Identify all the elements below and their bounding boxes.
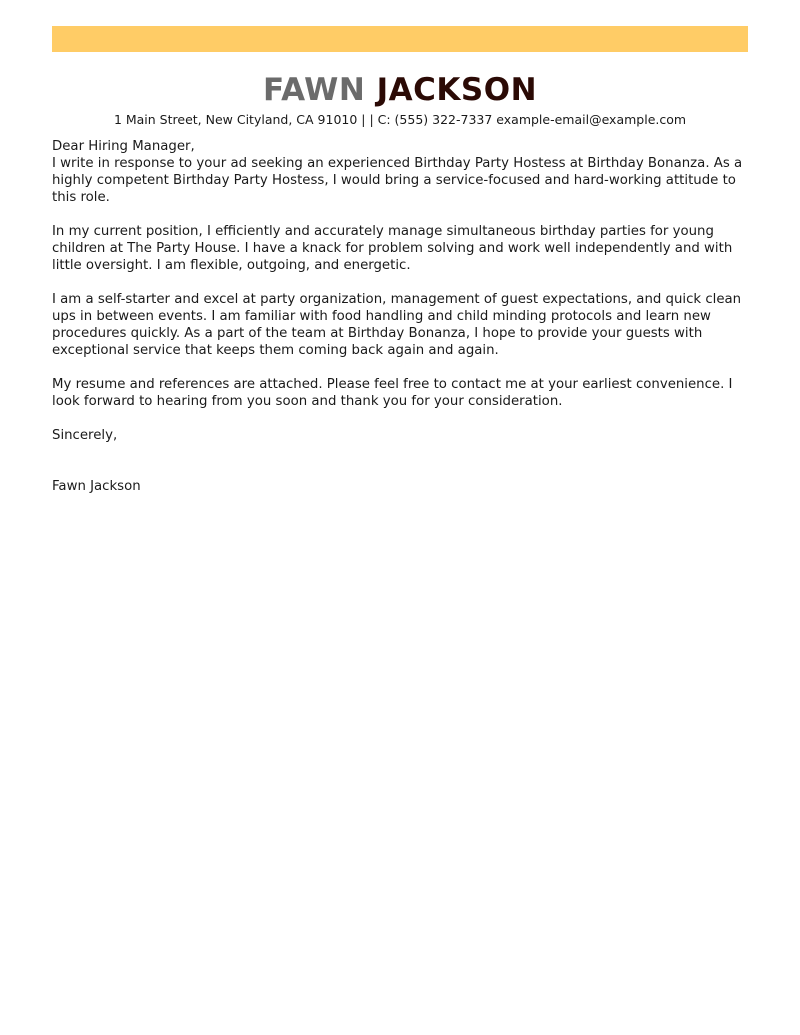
salutation: Dear Hiring Manager,: [52, 139, 195, 154]
first-name: FAWN: [262, 72, 366, 108]
letter-body: [52, 138, 752, 495]
signature: Fawn Jackson: [52, 479, 141, 494]
paragraph-4: My resume and references are attached. Please feel free to contact me at your earliest convenience. I look forward to hearing from you soon and thank you for your consideration.: [52, 377, 733, 409]
paragraph-2: In my current position, I efficiently and accurately manage simultaneous birthday parties for young children at The Party House. I have a knack for problem solving and work well independently and with little oversight. I am flexible, outgoing, and energetic.: [52, 224, 733, 273]
paragraph-1: I write in response to your ad seeking an experienced Birthday Party Hostess at Birthday Bonanza. As a highly competent Birthday Party Hostess, I would bring a service-focused and hard-working attitude to this role.: [52, 156, 743, 205]
applicant-name: [0, 70, 800, 110]
last-name: JACKSON: [376, 72, 538, 108]
accent-bar: [52, 26, 748, 52]
closing: Sincerely,: [52, 428, 118, 443]
paragraph-3: I am a self-starter and excel at party organization, management of guest expectations, and quick clean ups in between events. I am familiar with food handling and child minding protocols and learn new procedures quickly. As a part of the team at Birthday Bonanza, I hope to provide your guests with exceptional service that keeps them coming back again and again.: [52, 292, 742, 358]
contact-info: 1 Main Street, New Cityland, CA 91010 | | C: (555) 322-7337 example-email@example.com: [113, 112, 687, 127]
